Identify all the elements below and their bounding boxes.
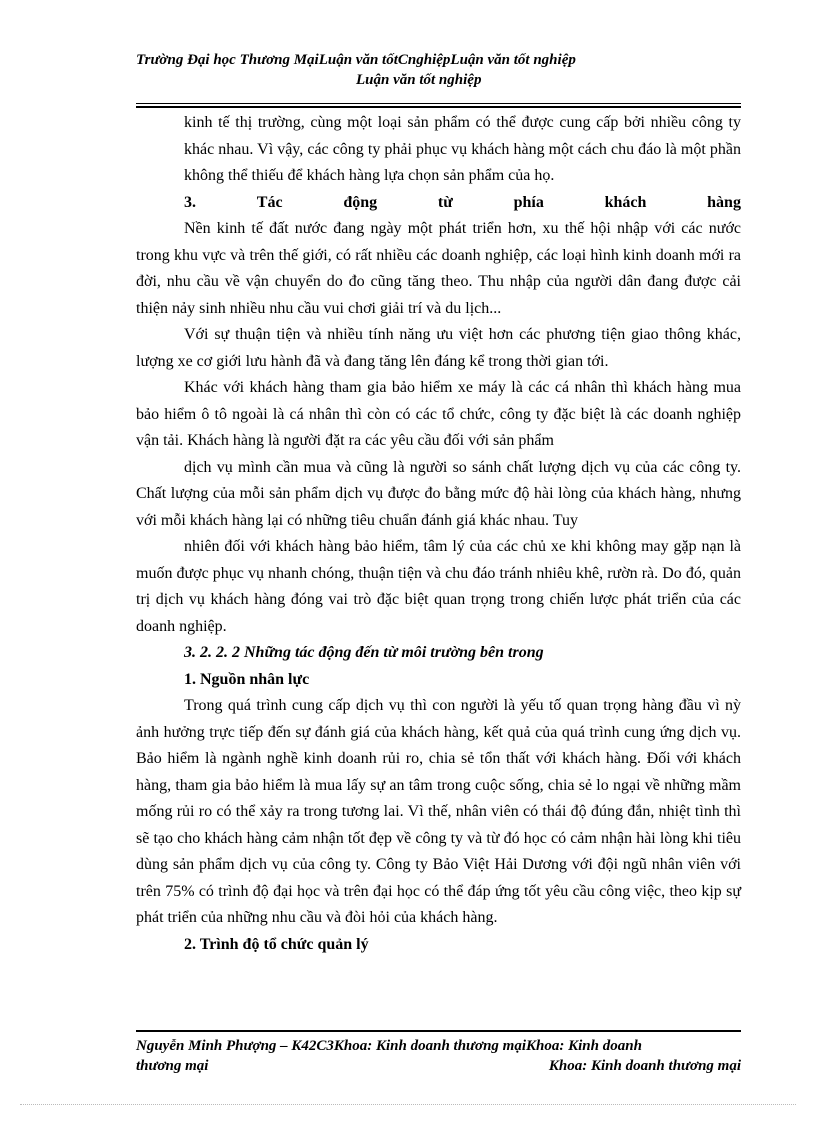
footer-line-1: Nguyễn Minh Phượng – K42C3Khoa: Kinh doanh thương mạiKhoa: Kinh doanh — [136, 1038, 642, 1054]
section-heading-3 — [136, 190, 741, 217]
header-rule-thin — [136, 103, 741, 104]
header-line-1: Trường Đại học Thương MạiLuận văn tốtCnghiệpLuận văn tốt nghiệp — [136, 52, 576, 68]
footer-line-2-left: thương mại — [136, 1058, 209, 1074]
heading3-word: động — [343, 193, 378, 211]
heading3-word: khách — [604, 193, 647, 211]
footer-line-2-right: Khoa: Kinh doanh thương mại — [548, 1058, 741, 1074]
document-body — [136, 110, 741, 958]
footer-rule — [136, 1030, 741, 1032]
paragraph-continuation: kinh tế thị trường, cùng một loại sản phẩm có thể được cung cấp bởi nhiều công ty khác nhau. Vì vậy, các công ty phải phục vụ khách hàng một cách chu đáo là một phần không thể thiếu để khách hàng lựa chọn sản phẩm của họ. — [184, 114, 741, 184]
heading3-word: hàng — [707, 193, 741, 211]
heading3-word: phía — [513, 193, 544, 211]
page-edge-dotted-line — [20, 1104, 796, 1105]
paragraph: Trong quá trình cung cấp dịch vụ thì con người là yếu tố quan trọng hàng đầu vì nỳ ảnh hưởng trực tiếp đến sự đánh giá của khách hàng, kết quả của quá trình cung ứng dịch vụ. Bảo hiểm là ngành nghề kinh doanh rủi ro, chia sẻ tổn thất với khách hàng. Đối với khách hàng, tham gia bảo hiểm là mua lấy sự an tâm trong cuộc sống, chia sẻ lo ngại về những mầm mống rủi ro có thể xảy ra trong tương lai. Vì thế, nhân viên có thái độ đúng đắn, nhiệt tình thì sẽ tạo cho khách hàng cảm nhận tốt đẹp về công ty và từ đó học có cảm nhận hài lòng khi tiêu dùng sản phẩm dịch vụ của công ty. Công ty Bảo Việt Hải Dương với đội ngũ nhân viên với trên 75% có trình độ đại học và trên đại học có thể đáp ứng tốt yêu cầu công việc, theo kịp sự phát triển của những nhu cầu và đòi hỏi của khách hàng. — [136, 697, 741, 926]
heading3-word: Tác — [256, 193, 283, 211]
paragraph: nhiên đối với khách hàng bảo hiểm, tâm lý của các chủ xe khi không may gặp nạn là muốn được phục vụ nhanh chóng, thuận tiện và chu đáo tránh nhiêu khê, rườn rà. Do đó, quản trị dịch vụ khách hàng đóng vai trò đặc biệt quan trọng trong chiến lược phát triển của các doanh nghiệp. — [136, 538, 741, 635]
paragraph: Khác với khách hàng tham gia bảo hiểm xe máy là các cá nhân thì khách hàng mua bảo hiểm ô tô ngoài là cá nhân thì còn có các tổ chức, công ty đặc biệt là các doanh nghiệp vận tải. Khách hàng là người đặt ra các yêu cầu đối với sản phẩm — [136, 379, 741, 449]
page-header — [136, 50, 741, 90]
heading3-word: từ — [437, 193, 453, 211]
page-footer — [136, 1036, 741, 1076]
paragraph: Nền kinh tế đất nước đang ngày một phát triển hơn, xu thế hội nhập với các nước trong khu vực và trên thế giới, có rất nhiều các doanh nghiệp, các loại hình kinh doanh mới ra đời, nhu cầu về vận chuyển do đo cũng tăng theo. Thu nhập của người dân đang được cải thiện nảy sinh nhiều nhu cầu vui chơi giải trí và du lịch... — [136, 220, 741, 317]
subsection-heading: 3. 2. 2. 2 Những tác động đến từ môi trường bên trong — [184, 644, 544, 661]
heading3-word: 3. — [184, 193, 196, 211]
footer-line-2 — [136, 1056, 741, 1076]
header-rule-thick — [136, 106, 741, 108]
paragraph: Với sự thuận tiện và nhiều tính năng ưu việt hơn các phương tiện giao thông khác, lượng xe cơ giới lưu hành đã và đang tăng lên đáng kể trong thời gian tới. — [136, 326, 741, 370]
item-heading-2: 2. Trình độ tổ chức quản lý — [184, 935, 369, 953]
paragraph: dịch vụ mình cần mua và cũng là người so sánh chất lượng dịch vụ của các công ty. Chất lượng của mỗi sản phẩm dịch vụ được đo bằng mức độ hài lòng của khách hàng, nhưng với mỗi khách hàng lại có những tiêu chuẩn đánh giá khác nhau. Tuy — [136, 458, 741, 529]
header-line-2: Luận văn tốt nghiệp — [356, 72, 482, 88]
item-heading-1: 1. Nguồn nhân lực — [184, 670, 310, 688]
